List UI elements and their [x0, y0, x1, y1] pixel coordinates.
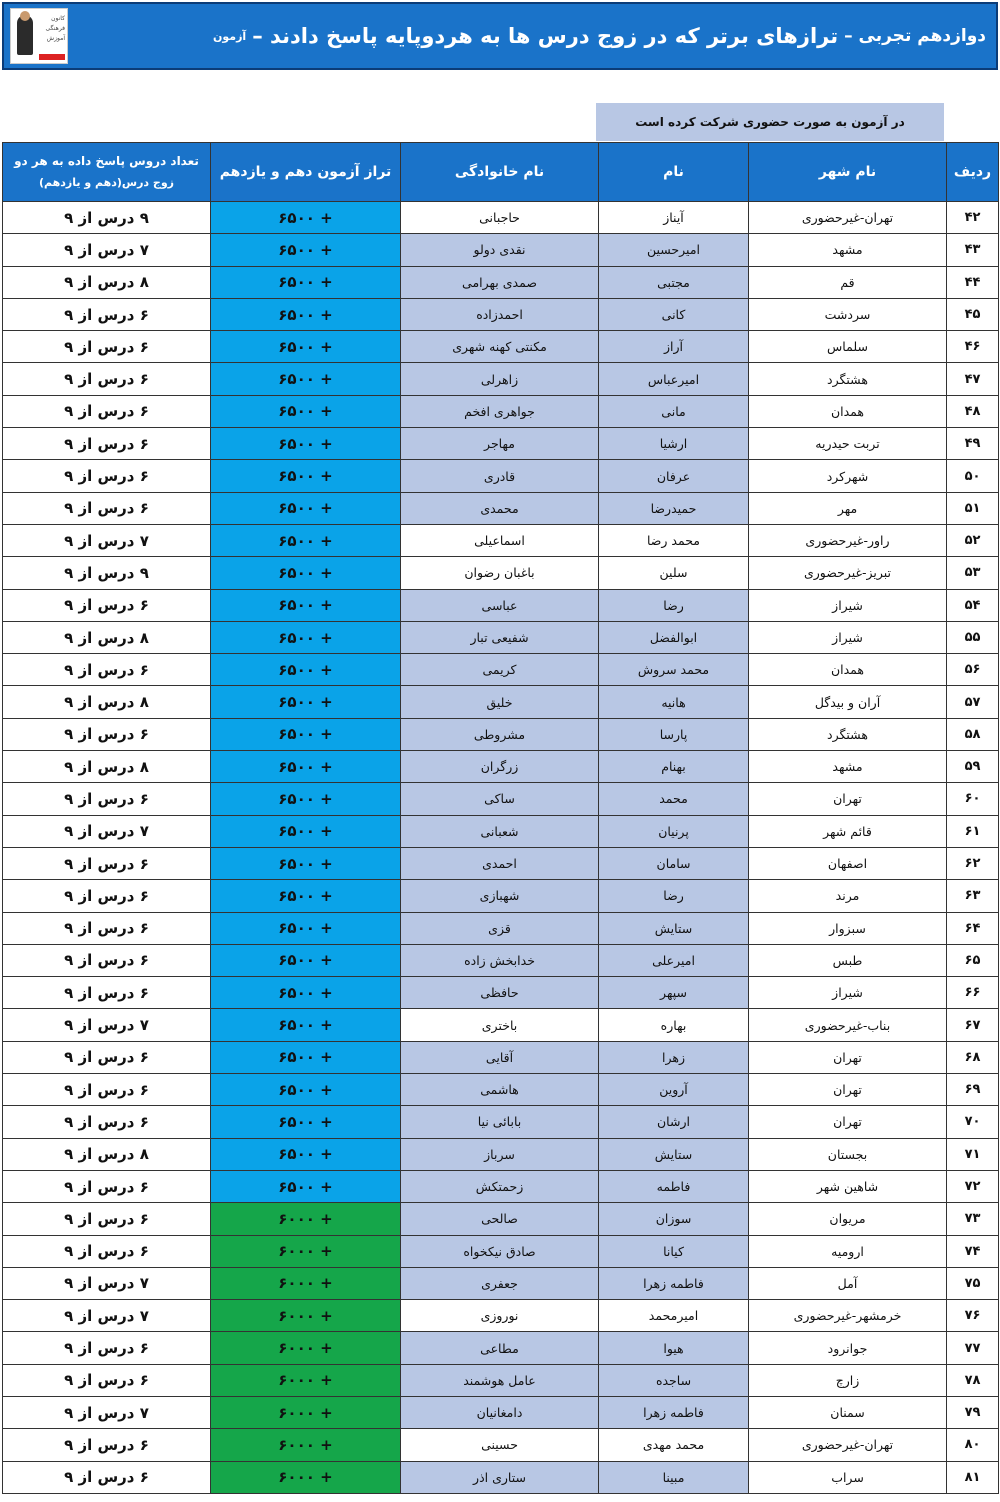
first-name-cell: سپهر [599, 977, 749, 1009]
first-name-cell: فاطمه زهرا [599, 1396, 749, 1428]
last-name-cell: اسماعیلی [401, 524, 599, 556]
lesson-count-cell: ۶ درس از ۹ [3, 331, 211, 363]
row-number-cell: ۸۰ [947, 1429, 999, 1461]
lesson-count-cell: ۶ درس از ۹ [3, 944, 211, 976]
lesson-count-cell: ۶ درس از ۹ [3, 428, 211, 460]
city-cell: آمل [749, 1267, 947, 1299]
first-name-cell: بهنام [599, 751, 749, 783]
row-number-cell: ۵۳ [947, 557, 999, 589]
lesson-count-cell: ۶ درس از ۹ [3, 880, 211, 912]
lesson-count-cell: ۶ درس از ۹ [3, 1364, 211, 1396]
last-name-cell: مطاعی [401, 1332, 599, 1364]
score-cell: + ۶۵۰۰ [211, 1074, 401, 1106]
lesson-count-cell: ۷ درس از ۹ [3, 1009, 211, 1041]
last-name-cell: حاجبانی [401, 202, 599, 234]
first-name-cell: ارشیا [599, 428, 749, 460]
row-number-cell: ۶۴ [947, 912, 999, 944]
table-row [3, 912, 999, 944]
score-cell: + ۶۵۰۰ [211, 1041, 401, 1073]
city-cell: تهران [749, 783, 947, 815]
score-cell: + ۶۵۰۰ [211, 977, 401, 1009]
last-name-cell: خلیق [401, 686, 599, 718]
city-cell: تهران [749, 1106, 947, 1138]
lesson-count-cell: ۶ درس از ۹ [3, 589, 211, 621]
row-number-cell: ۵۷ [947, 686, 999, 718]
lesson-count-cell: ۶ درس از ۹ [3, 363, 211, 395]
city-cell: همدان [749, 654, 947, 686]
city-cell: زارچ [749, 1364, 947, 1396]
lesson-count-cell: ۹ درس از ۹ [3, 557, 211, 589]
table-row [3, 654, 999, 686]
row-number-cell: ۵۰ [947, 460, 999, 492]
lesson-count-cell: ۶ درس از ۹ [3, 1041, 211, 1073]
lesson-count-cell: ۶ درس از ۹ [3, 492, 211, 524]
last-name-cell: نوروزی [401, 1300, 599, 1332]
lesson-count-cell: ۶ درس از ۹ [3, 460, 211, 492]
last-name-cell: احمدزاده [401, 298, 599, 330]
last-name-cell: جواهری افخم [401, 395, 599, 427]
last-name-cell: مشروطی [401, 718, 599, 750]
first-name-cell: مبینا [599, 1461, 749, 1493]
table-row [3, 1138, 999, 1170]
first-name-cell: ستایش [599, 912, 749, 944]
table-body [3, 202, 999, 1494]
lesson-count-cell: ۸ درس از ۹ [3, 1138, 211, 1170]
table-row [3, 524, 999, 556]
row-number-cell: ۶۵ [947, 944, 999, 976]
first-name-cell: هیوا [599, 1332, 749, 1364]
score-cell: + ۶۵۰۰ [211, 1138, 401, 1170]
table-row [3, 1170, 999, 1202]
lesson-count-cell: ۸ درس از ۹ [3, 621, 211, 653]
city-cell: تهران-غیرحضوری [749, 202, 947, 234]
lesson-count-cell: ۶ درس از ۹ [3, 1429, 211, 1461]
row-number-cell: ۵۱ [947, 492, 999, 524]
lesson-count-cell: ۸ درس از ۹ [3, 751, 211, 783]
row-number-cell: ۷۰ [947, 1106, 999, 1138]
last-name-cell: دامغانیان [401, 1396, 599, 1428]
col-header-first-name: نام [599, 143, 749, 202]
first-name-cell: سلین [599, 557, 749, 589]
last-name-cell: قزی [401, 912, 599, 944]
table-row [3, 718, 999, 750]
score-cell: + ۶۵۰۰ [211, 428, 401, 460]
table-row [3, 1041, 999, 1073]
lesson-count-cell: ۶ درس از ۹ [3, 395, 211, 427]
last-name-cell: صادق نیکخواه [401, 1235, 599, 1267]
city-cell: مریوان [749, 1203, 947, 1235]
kanoon-logo: کانون فرهنگی آموزش [10, 8, 68, 64]
grade-label: دوازدهم تجربی – [844, 26, 986, 46]
city-cell: مشهد [749, 234, 947, 266]
first-name-cell: ساجده [599, 1364, 749, 1396]
city-cell: اصفهان [749, 847, 947, 879]
lesson-count-cell: ۷ درس از ۹ [3, 1396, 211, 1428]
score-cell: + ۶۵۰۰ [211, 395, 401, 427]
score-cell: + ۶۵۰۰ [211, 912, 401, 944]
city-cell: همدان [749, 395, 947, 427]
table-row [3, 944, 999, 976]
table-row [3, 234, 999, 266]
city-cell: شیراز [749, 589, 947, 621]
table-row [3, 589, 999, 621]
row-number-cell: ۷۲ [947, 1170, 999, 1202]
row-number-cell: ۷۴ [947, 1235, 999, 1267]
first-name-cell: امیرمحمد [599, 1300, 749, 1332]
score-cell: + ۶۵۰۰ [211, 718, 401, 750]
row-number-cell: ۷۸ [947, 1364, 999, 1396]
col-header-last-name: نام خانوادگی [401, 143, 599, 202]
lesson-count-cell: ۷ درس از ۹ [3, 1300, 211, 1332]
last-name-cell: خدابخش زاده [401, 944, 599, 976]
score-cell: + ۶۰۰۰ [211, 1267, 401, 1299]
city-cell: مرند [749, 880, 947, 912]
city-cell: تربت حیدریه [749, 428, 947, 460]
row-number-cell: ۴۸ [947, 395, 999, 427]
row-number-cell: ۵۹ [947, 751, 999, 783]
lesson-count-cell: ۸ درس از ۹ [3, 686, 211, 718]
lesson-count-cell: ۶ درس از ۹ [3, 1074, 211, 1106]
first-name-cell: امیرعباس [599, 363, 749, 395]
first-name-cell: کیانا [599, 1235, 749, 1267]
lesson-count-cell: ۶ درس از ۹ [3, 654, 211, 686]
row-number-cell: ۴۵ [947, 298, 999, 330]
lesson-count-cell: ۷ درس از ۹ [3, 1267, 211, 1299]
first-name-cell: آراز [599, 331, 749, 363]
city-cell: شهرکرد [749, 460, 947, 492]
table-row [3, 1074, 999, 1106]
last-name-cell: شفیعی تبار [401, 621, 599, 653]
table-row [3, 1429, 999, 1461]
table-row [3, 266, 999, 298]
score-cell: + ۶۰۰۰ [211, 1429, 401, 1461]
score-cell: + ۶۵۰۰ [211, 589, 401, 621]
row-number-cell: ۶۸ [947, 1041, 999, 1073]
first-name-cell: پرنیان [599, 815, 749, 847]
score-cell: + ۶۵۰۰ [211, 847, 401, 879]
first-name-cell: حمیدرضا [599, 492, 749, 524]
col-header-city: نام شهر [749, 143, 947, 202]
last-name-cell: زاهرلی [401, 363, 599, 395]
first-name-cell: آروین [599, 1074, 749, 1106]
city-cell: قم [749, 266, 947, 298]
score-cell: + ۶۵۰۰ [211, 944, 401, 976]
table-row [3, 880, 999, 912]
lesson-count-cell: ۶ درس از ۹ [3, 783, 211, 815]
first-name-cell: محمد [599, 783, 749, 815]
in-person-legend: در آزمون به صورت حضوری شرکت کرده است [596, 103, 944, 141]
table-row [3, 331, 999, 363]
score-cell: + ۶۵۰۰ [211, 266, 401, 298]
last-name-cell: عامل هوشمند [401, 1364, 599, 1396]
first-name-cell: مجتبی [599, 266, 749, 298]
last-name-cell: آقایی [401, 1041, 599, 1073]
city-cell: طبس [749, 944, 947, 976]
score-cell: + ۶۵۰۰ [211, 686, 401, 718]
lesson-count-cell: ۶ درس از ۹ [3, 977, 211, 1009]
score-cell: + ۶۵۰۰ [211, 331, 401, 363]
brand-label: آزمون [212, 29, 247, 43]
first-name-cell: محمد مهدی [599, 1429, 749, 1461]
score-cell: + ۶۵۰۰ [211, 234, 401, 266]
row-number-cell: ۶۷ [947, 1009, 999, 1041]
last-name-cell: احمدی [401, 847, 599, 879]
last-name-cell: ساکی [401, 783, 599, 815]
table-row [3, 815, 999, 847]
table-row [3, 363, 999, 395]
score-cell: + ۶۵۰۰ [211, 815, 401, 847]
row-number-cell: ۴۶ [947, 331, 999, 363]
lesson-count-cell: ۶ درس از ۹ [3, 1203, 211, 1235]
last-name-cell: صمدی بهرامی [401, 266, 599, 298]
table-row [3, 1396, 999, 1428]
last-name-cell: سرباز [401, 1138, 599, 1170]
results-table [2, 142, 999, 1494]
row-number-cell: ۴۹ [947, 428, 999, 460]
score-cell: + ۶۰۰۰ [211, 1332, 401, 1364]
table-row [3, 1461, 999, 1493]
lesson-count-cell: ۷ درس از ۹ [3, 815, 211, 847]
city-cell: آران و بیدگل [749, 686, 947, 718]
score-cell: + ۶۵۰۰ [211, 524, 401, 556]
score-cell: + ۶۵۰۰ [211, 1170, 401, 1202]
city-cell: خرمشهر-غیرحضوری [749, 1300, 947, 1332]
table-row [3, 492, 999, 524]
city-cell: تهران [749, 1074, 947, 1106]
table-row [3, 202, 999, 234]
score-cell: + ۶۵۰۰ [211, 654, 401, 686]
first-name-cell: امیرعلی [599, 944, 749, 976]
table-row [3, 621, 999, 653]
score-cell: + ۶۰۰۰ [211, 1300, 401, 1332]
row-number-cell: ۶۹ [947, 1074, 999, 1106]
row-number-cell: ۵۵ [947, 621, 999, 653]
score-cell: + ۶۵۰۰ [211, 202, 401, 234]
score-cell: + ۶۰۰۰ [211, 1203, 401, 1235]
first-name-cell: رضا [599, 589, 749, 621]
table-header-row [3, 143, 999, 202]
row-number-cell: ۴۳ [947, 234, 999, 266]
lesson-count-cell: ۹ درس از ۹ [3, 202, 211, 234]
row-number-cell: ۶۲ [947, 847, 999, 879]
first-name-cell: فاطمه زهرا [599, 1267, 749, 1299]
last-name-cell: صالحی [401, 1203, 599, 1235]
first-name-cell: هانیه [599, 686, 749, 718]
row-number-cell: ۷۹ [947, 1396, 999, 1428]
city-cell: سمنان [749, 1396, 947, 1428]
lesson-count-cell: ۷ درس از ۹ [3, 524, 211, 556]
last-name-cell: هاشمی [401, 1074, 599, 1106]
last-name-cell: بابائی نیا [401, 1106, 599, 1138]
last-name-cell: عباسی [401, 589, 599, 621]
row-number-cell: ۶۱ [947, 815, 999, 847]
table-row [3, 1106, 999, 1138]
last-name-cell: مکنتی کهنه شهری [401, 331, 599, 363]
table-row [3, 1203, 999, 1235]
city-cell: سراب [749, 1461, 947, 1493]
score-cell: + ۶۰۰۰ [211, 1364, 401, 1396]
first-name-cell: سامان [599, 847, 749, 879]
first-name-cell: امیرحسین [599, 234, 749, 266]
first-name-cell: محمد سروش [599, 654, 749, 686]
last-name-cell: قادری [401, 460, 599, 492]
lesson-count-cell: ۶ درس از ۹ [3, 1170, 211, 1202]
row-number-cell: ۷۵ [947, 1267, 999, 1299]
score-cell: + ۶۵۰۰ [211, 557, 401, 589]
city-cell: بناب-غیرحضوری [749, 1009, 947, 1041]
last-name-cell: حسینی [401, 1429, 599, 1461]
first-name-cell: ستایش [599, 1138, 749, 1170]
score-cell: + ۶۵۰۰ [211, 298, 401, 330]
banner-title [84, 4, 986, 68]
row-number-cell: ۶۶ [947, 977, 999, 1009]
last-name-cell: باغبان رضوان [401, 557, 599, 589]
row-number-cell: ۷۳ [947, 1203, 999, 1235]
first-name-cell: آیناز [599, 202, 749, 234]
last-name-cell: کریمی [401, 654, 599, 686]
city-cell: قائم شهر [749, 815, 947, 847]
row-number-cell: ۵۴ [947, 589, 999, 621]
first-name-cell: عرفان [599, 460, 749, 492]
lesson-count-cell: ۶ درس از ۹ [3, 298, 211, 330]
city-cell: راور-غیرحضوری [749, 524, 947, 556]
city-cell: مشهد [749, 751, 947, 783]
last-name-cell: شهبازی [401, 880, 599, 912]
score-cell: + ۶۰۰۰ [211, 1461, 401, 1493]
row-number-cell: ۷۶ [947, 1300, 999, 1332]
first-name-cell: ابوالفضل [599, 621, 749, 653]
city-cell: هشتگرد [749, 363, 947, 395]
first-name-cell: ارشان [599, 1106, 749, 1138]
table-row [3, 395, 999, 427]
last-name-cell: زحمتکش [401, 1170, 599, 1202]
last-name-cell: حافظی [401, 977, 599, 1009]
score-cell: + ۶۰۰۰ [211, 1396, 401, 1428]
score-cell: + ۶۵۰۰ [211, 1009, 401, 1041]
first-name-cell: زهرا [599, 1041, 749, 1073]
row-number-cell: ۷۱ [947, 1138, 999, 1170]
lesson-count-cell: ۸ درس از ۹ [3, 266, 211, 298]
table-row [3, 751, 999, 783]
first-name-cell: محمد رضا [599, 524, 749, 556]
last-name-cell: باختری [401, 1009, 599, 1041]
score-cell: + ۶۵۰۰ [211, 751, 401, 783]
lesson-count-cell: ۶ درس از ۹ [3, 1332, 211, 1364]
table-row [3, 1267, 999, 1299]
col-header-score: تراز آزمون دهم و یازدهم [211, 143, 401, 202]
row-number-cell: ۶۰ [947, 783, 999, 815]
first-name-cell: پارسا [599, 718, 749, 750]
row-number-cell: ۶۳ [947, 880, 999, 912]
last-name-cell: محمدی [401, 492, 599, 524]
table-row [3, 847, 999, 879]
title-banner [2, 2, 998, 70]
last-name-cell: جعفری [401, 1267, 599, 1299]
table-row [3, 1300, 999, 1332]
first-name-cell: فاطمه [599, 1170, 749, 1202]
lesson-count-cell: ۷ درس از ۹ [3, 234, 211, 266]
table-row [3, 557, 999, 589]
score-cell: + ۶۵۰۰ [211, 1106, 401, 1138]
row-number-cell: ۴۷ [947, 363, 999, 395]
row-number-cell: ۴۲ [947, 202, 999, 234]
lesson-count-cell: ۶ درس از ۹ [3, 718, 211, 750]
lesson-count-cell: ۶ درس از ۹ [3, 1106, 211, 1138]
score-cell: + ۶۵۰۰ [211, 492, 401, 524]
city-cell: سلماس [749, 331, 947, 363]
first-name-cell: رضا [599, 880, 749, 912]
score-cell: + ۶۵۰۰ [211, 460, 401, 492]
graduate-figure-icon [17, 15, 33, 55]
city-cell: بجستان [749, 1138, 947, 1170]
last-name-cell: زرگران [401, 751, 599, 783]
score-cell: + ۶۰۰۰ [211, 1235, 401, 1267]
row-number-cell: ۵۲ [947, 524, 999, 556]
col-header-count: تعداد دروس پاسخ داده به هر دو زوج درس(دهم و یازدهم) [3, 143, 211, 202]
last-name-cell: ستاری اذر [401, 1461, 599, 1493]
city-cell: شاهین شهر [749, 1170, 947, 1202]
table-row [3, 428, 999, 460]
score-cell: + ۶۵۰۰ [211, 783, 401, 815]
city-cell: هشتگرد [749, 718, 947, 750]
table-row [3, 460, 999, 492]
last-name-cell: مهاجر [401, 428, 599, 460]
row-number-cell: ۸۱ [947, 1461, 999, 1493]
last-name-cell: نقدی دولو [401, 234, 599, 266]
city-cell: شیراز [749, 621, 947, 653]
page-title: ترازهای برتر که در زوج درس ها به هردوپایه پاسخ دادند – [252, 24, 839, 48]
city-cell: تهران [749, 1041, 947, 1073]
city-cell: مهر [749, 492, 947, 524]
city-cell: سبزوار [749, 912, 947, 944]
row-number-cell: ۷۷ [947, 1332, 999, 1364]
first-name-cell: مانی [599, 395, 749, 427]
row-number-cell: ۵۶ [947, 654, 999, 686]
last-name-cell: شعبانی [401, 815, 599, 847]
col-header-row: ردیف [947, 143, 999, 202]
lesson-count-cell: ۶ درس از ۹ [3, 912, 211, 944]
table-row [3, 977, 999, 1009]
first-name-cell: کانی [599, 298, 749, 330]
lesson-count-cell: ۶ درس از ۹ [3, 1235, 211, 1267]
score-cell: + ۶۵۰۰ [211, 880, 401, 912]
city-cell: تبریز-غیرحضوری [749, 557, 947, 589]
table-row [3, 1364, 999, 1396]
table-row [3, 1235, 999, 1267]
score-cell: + ۶۵۰۰ [211, 363, 401, 395]
lesson-count-cell: ۶ درس از ۹ [3, 1461, 211, 1493]
table-row [3, 298, 999, 330]
score-cell: + ۶۵۰۰ [211, 621, 401, 653]
table-row [3, 1332, 999, 1364]
city-cell: جوانرود [749, 1332, 947, 1364]
row-number-cell: ۴۴ [947, 266, 999, 298]
table-row [3, 1009, 999, 1041]
city-cell: شیراز [749, 977, 947, 1009]
city-cell: ارومیه [749, 1235, 947, 1267]
first-name-cell: سوزان [599, 1203, 749, 1235]
first-name-cell: بهاره [599, 1009, 749, 1041]
table-row [3, 783, 999, 815]
city-cell: سردشت [749, 298, 947, 330]
row-number-cell: ۵۸ [947, 718, 999, 750]
lesson-count-cell: ۶ درس از ۹ [3, 847, 211, 879]
table-row [3, 686, 999, 718]
city-cell: تهران-غیرحضوری [749, 1429, 947, 1461]
